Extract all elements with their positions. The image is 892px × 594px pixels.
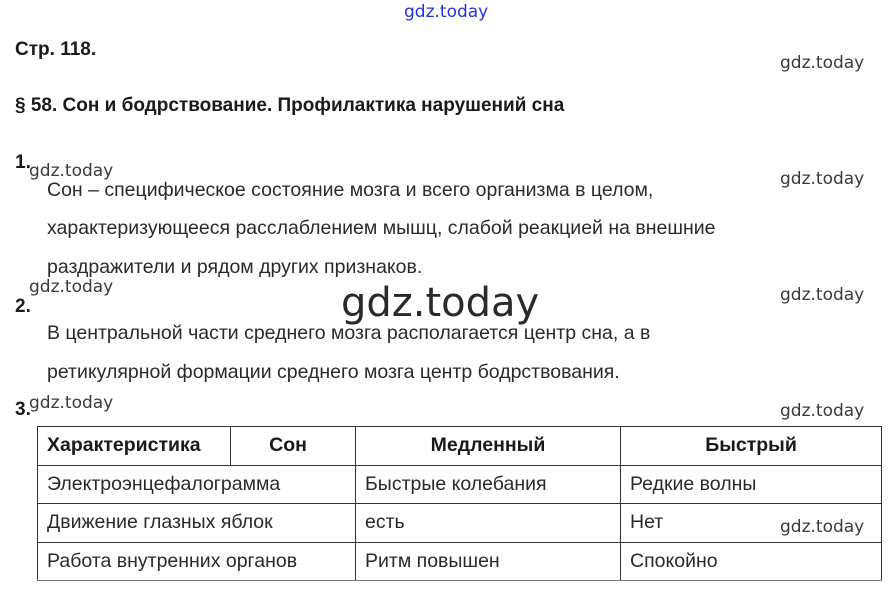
header-cell-characteristic-sleep <box>38 427 356 466</box>
table-row <box>38 542 882 581</box>
header-characteristic: Характеристика <box>38 427 231 465</box>
answer-number-2: 2. <box>15 296 31 317</box>
answer-2-line-1: В центральной части среднего мозга располагается центр сна, а в <box>47 322 651 344</box>
watermark-large: gdz.today <box>341 280 540 326</box>
answer-number-1: 1. <box>15 152 31 173</box>
table-cell: Электроэнцефалограмма <box>38 465 356 504</box>
table-row <box>38 465 882 504</box>
table-header-row <box>38 427 882 466</box>
watermark-top[interactable]: gdz.today <box>404 2 489 22</box>
header-sleep: Сон <box>269 434 307 457</box>
header-fast: Быстрый <box>621 427 882 466</box>
answer-1-line-3: раздражители и рядом других признаков. <box>47 256 423 278</box>
table-row <box>38 504 882 543</box>
page-number-heading: Стр. 118. <box>15 39 97 60</box>
answer-2-line-2: ретикулярной формации среднего мозга центр бодрствования. <box>47 361 620 383</box>
table-cell: Нет <box>621 504 882 543</box>
watermark: gdz.today <box>780 517 865 537</box>
table-cell: Спокойно <box>621 542 882 581</box>
header-slow: Медленный <box>356 427 621 466</box>
answer-1-line-2: характеризующееся расслаблением мышц, слабой реакцией на внешние <box>47 217 716 239</box>
watermark: gdz.today <box>29 277 114 297</box>
table-cell: Работа внутренних органов <box>38 542 356 581</box>
table-cell: Ритм повышен <box>356 542 621 581</box>
watermark: gdz.today <box>29 393 114 413</box>
watermark: gdz.today <box>780 401 865 421</box>
watermark: gdz.today <box>780 285 865 305</box>
table-cell: Быстрые колебания <box>356 465 621 504</box>
table-cell: Редкие волны <box>621 465 882 504</box>
watermark: gdz.today <box>780 53 865 73</box>
answer-number-3: 3. <box>15 399 31 420</box>
section-title: § 58. Сон и бодрствование. Профилактика нарушений сна <box>15 95 565 116</box>
watermark: gdz.today <box>29 161 114 181</box>
table-cell: Движение глазных яблок <box>38 504 356 543</box>
sleep-phases-table <box>37 426 882 581</box>
answer-1-line-1: Сон – специфическое состояние мозга и всего организма в целом, <box>47 179 654 201</box>
watermark: gdz.today <box>780 169 865 189</box>
table-cell: есть <box>356 504 621 543</box>
